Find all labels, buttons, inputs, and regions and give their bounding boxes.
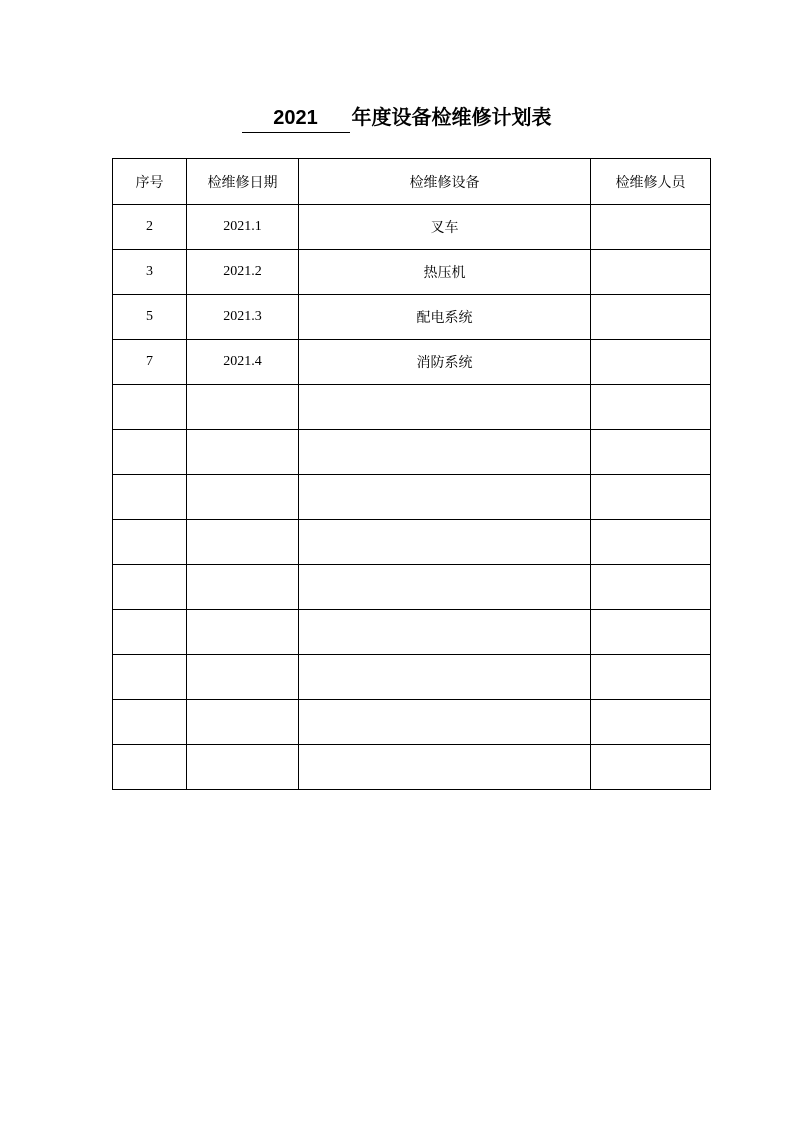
cell-date <box>187 745 299 790</box>
cell-date: 2021.3 <box>187 295 299 340</box>
cell-serial-number: 2 <box>113 205 187 250</box>
cell-personnel <box>591 430 711 475</box>
table-row <box>113 610 711 655</box>
cell-personnel <box>591 295 711 340</box>
cell-serial-number: 7 <box>113 340 187 385</box>
table-row <box>113 565 711 610</box>
table-row <box>113 520 711 565</box>
page-title <box>0 100 793 134</box>
cell-personnel <box>591 565 711 610</box>
cell-serial-number <box>113 520 187 565</box>
cell-serial-number <box>113 745 187 790</box>
cell-equipment <box>299 385 591 430</box>
header-maintenance-personnel: 检维修人员 <box>591 159 711 205</box>
table-body <box>113 205 711 790</box>
cell-personnel <box>591 340 711 385</box>
header-maintenance-date: 检维修日期 <box>187 159 299 205</box>
cell-date: 2021.1 <box>187 205 299 250</box>
cell-personnel <box>591 385 711 430</box>
title-text: 年度设备检维修计划表 <box>351 105 552 129</box>
cell-date <box>187 475 299 520</box>
table-row <box>113 475 711 520</box>
cell-serial-number <box>113 565 187 610</box>
cell-equipment <box>299 700 591 745</box>
cell-date <box>187 430 299 475</box>
cell-equipment <box>299 520 591 565</box>
table-header-row <box>113 159 711 205</box>
header-serial-number: 序号 <box>113 159 187 205</box>
title-year: 2021 <box>242 105 350 133</box>
cell-serial-number <box>113 700 187 745</box>
cell-serial-number <box>113 475 187 520</box>
maintenance-plan-table <box>112 158 711 790</box>
cell-date <box>187 655 299 700</box>
cell-date <box>187 700 299 745</box>
cell-equipment: 叉车 <box>299 205 591 250</box>
table-row <box>113 745 711 790</box>
table-row <box>113 205 711 250</box>
cell-equipment: 配电系统 <box>299 295 591 340</box>
cell-serial-number <box>113 610 187 655</box>
cell-personnel <box>591 205 711 250</box>
header-maintenance-equipment: 检维修设备 <box>299 159 591 205</box>
cell-equipment <box>299 430 591 475</box>
cell-serial-number <box>113 430 187 475</box>
cell-date: 2021.2 <box>187 250 299 295</box>
cell-personnel <box>591 610 711 655</box>
table-row <box>113 430 711 475</box>
cell-personnel <box>591 655 711 700</box>
cell-serial-number: 5 <box>113 295 187 340</box>
table-row <box>113 340 711 385</box>
table-row <box>113 295 711 340</box>
cell-equipment: 消防系统 <box>299 340 591 385</box>
cell-date <box>187 610 299 655</box>
cell-personnel <box>591 475 711 520</box>
cell-equipment <box>299 655 591 700</box>
cell-personnel <box>591 745 711 790</box>
cell-date: 2021.4 <box>187 340 299 385</box>
cell-date <box>187 385 299 430</box>
table-row <box>113 385 711 430</box>
cell-personnel <box>591 520 711 565</box>
cell-equipment <box>299 745 591 790</box>
cell-personnel <box>591 250 711 295</box>
cell-date <box>187 565 299 610</box>
table-row <box>113 250 711 295</box>
cell-equipment <box>299 565 591 610</box>
cell-personnel <box>591 700 711 745</box>
cell-serial-number <box>113 385 187 430</box>
table-row <box>113 655 711 700</box>
cell-date <box>187 520 299 565</box>
cell-serial-number <box>113 655 187 700</box>
cell-serial-number: 3 <box>113 250 187 295</box>
table-row <box>113 700 711 745</box>
cell-equipment <box>299 610 591 655</box>
cell-equipment <box>299 475 591 520</box>
cell-equipment: 热压机 <box>299 250 591 295</box>
